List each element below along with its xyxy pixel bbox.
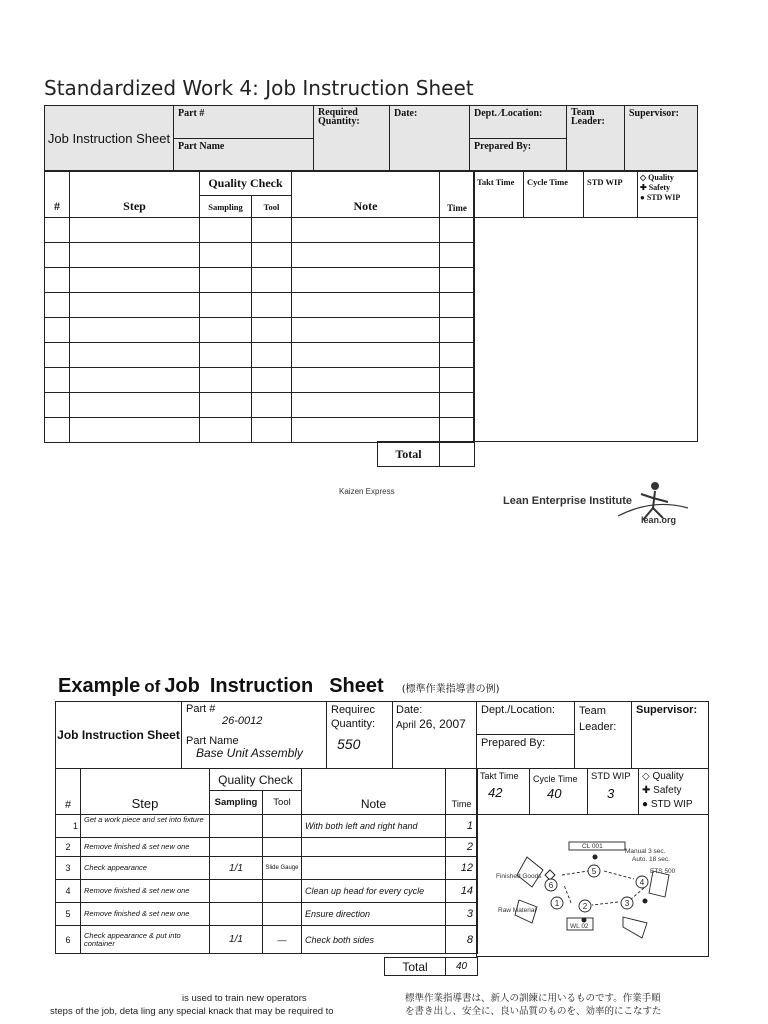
ex-total-value: 40 — [446, 958, 478, 976]
std-wip-dot-icon — [593, 855, 598, 860]
ex-date-value-a: April — [396, 720, 417, 731]
ex-part-no-label: Part # — [186, 703, 216, 715]
paragraph-jp-1: 標準作業指導書は、新人の訓練に用いるものです。作業手順 — [405, 993, 661, 1004]
ex-team-label: Team — [579, 705, 606, 717]
ex-date-value-b: 26, 2007 — [419, 717, 466, 731]
kaizen-express-label: Kaizen Express — [339, 487, 395, 496]
row-tool: — — [263, 926, 302, 954]
row-num: 3 — [56, 857, 81, 880]
logo-name: Lean Enterprise Institute — [503, 495, 632, 507]
row-sampling: 1/1 — [210, 926, 263, 954]
row-sampling — [210, 815, 263, 838]
row-note: Check both sides — [302, 926, 446, 954]
ex-required-label: Requirec — [331, 704, 376, 716]
finished-goods-label: Finished Goods — [496, 873, 542, 880]
cell-layout-diagram — [477, 815, 707, 955]
ex-col-note: Note — [302, 769, 446, 815]
table-row — [56, 857, 478, 880]
row-sampling: 1/1 — [210, 857, 263, 880]
ex-leader-label: Leader: — [579, 721, 617, 733]
row-tool: Slide Gauge — [263, 857, 302, 880]
ex-total-label: Total — [385, 958, 446, 976]
supervisor-label: Supervisor: — [629, 108, 679, 119]
ex-cycle-value: 40 — [547, 786, 562, 801]
table-row — [45, 318, 475, 343]
std-wip-dot-icon — [582, 918, 587, 923]
row-time: 2 — [446, 838, 478, 857]
ex-prepared-by-label: Prepared By: — [477, 735, 575, 769]
example-title-c: Job — [164, 675, 200, 697]
table-row — [56, 880, 478, 903]
total-value — [440, 442, 475, 467]
ex-col-tool: Tool — [263, 791, 302, 815]
row-note: Ensure direction — [302, 903, 446, 926]
col-time: Time — [440, 172, 475, 218]
steps-table — [44, 171, 475, 443]
row-note: Clean up head for every cycle — [302, 880, 446, 903]
ex-col-step: Step — [81, 769, 210, 815]
ex-part-name-value: Base Unit Assembly — [196, 745, 303, 760]
table-row — [45, 243, 475, 268]
logo-url: lean.org — [641, 515, 677, 525]
row-note — [302, 857, 446, 880]
col-sampling: Sampling — [200, 196, 252, 218]
legend-safety: ✚ Safety — [640, 183, 671, 192]
example-title-d: Instruction — [209, 675, 314, 697]
lean-logo — [503, 478, 693, 528]
table-row — [56, 903, 478, 926]
row-step: Remove finished & set new one — [81, 903, 210, 926]
total-label: Total — [378, 442, 440, 467]
table-row — [45, 418, 475, 443]
ex-quantity-value: 550 — [337, 736, 361, 752]
table-row — [56, 926, 478, 954]
row-num: 5 — [56, 903, 81, 926]
row-num: 6 — [56, 926, 81, 954]
layout-area — [474, 218, 698, 442]
row-step: Get a work piece and set into fixture — [81, 815, 210, 838]
paragraph-jp-2: を書き出し、安全に、良い品質のものを、効率的にこなすた — [405, 1006, 662, 1017]
row-time: 12 — [446, 857, 478, 880]
row-step: Remove finished & set new one — [81, 838, 210, 857]
ex-job-instruction-sheet: Job Instruction Sheet — [56, 702, 182, 769]
example-title-e: Sheet — [329, 675, 384, 697]
example-steps-table — [55, 768, 478, 954]
wl-label: WL 02 — [570, 923, 589, 930]
row-tool — [263, 880, 302, 903]
ex-date-label: Date: — [396, 704, 423, 716]
table-row — [45, 293, 475, 318]
ex-stdwip-label: STD WIP — [591, 771, 631, 782]
step-4-label: 4 — [639, 878, 645, 887]
table-row — [45, 368, 475, 393]
step-2-label: 2 — [582, 902, 588, 911]
ex-legend-quality: ◇ Quality — [642, 771, 684, 782]
row-num: 4 — [56, 880, 81, 903]
row-sampling — [210, 838, 263, 857]
ex-col-quality-check: Quality Check — [210, 769, 302, 791]
ex-col-num: # — [56, 769, 81, 815]
row-tool — [263, 815, 302, 838]
paragraph-left-1: is used to train new operators — [182, 993, 307, 1004]
row-step: Check appearance & put into container — [81, 926, 210, 954]
example-total-table — [384, 957, 478, 976]
ets-label: ETS 500 — [650, 868, 676, 875]
legend-quality: ◇ Quality — [640, 173, 674, 182]
page-title: Standardized Work 4: Job Instruction Sheet — [44, 76, 474, 100]
step-3-label: 3 — [624, 899, 630, 908]
example-title-jp: (標準作業指導書の例) — [401, 684, 500, 695]
manual-time-label: Manual 3 sec. — [625, 848, 666, 855]
station-shape — [623, 917, 647, 938]
part-no-label: Part # — [178, 108, 205, 119]
cycle-time-label: Cycle Time — [524, 172, 584, 218]
ex-dept-location-label: Dept./Location: — [477, 702, 575, 735]
layout-panel — [473, 171, 698, 442]
step-1-label: 1 — [554, 899, 560, 908]
col-quality-check: Quality Check — [200, 172, 292, 196]
col-note: Note — [292, 172, 440, 218]
table-row — [45, 343, 475, 368]
table-row — [56, 815, 478, 838]
ex-part-name-label: Part Name — [186, 734, 239, 747]
ex-stdwip-value: 3 — [607, 786, 615, 801]
date-label: Date: — [394, 108, 418, 119]
std-wip-dot-icon — [643, 899, 648, 904]
col-tool: Tool — [252, 196, 292, 218]
ex-cycle-label: Cycle Time — [533, 774, 578, 784]
ex-legend-stdwip: ● STD WIP — [642, 799, 693, 810]
finished-goods-rack-shape — [517, 857, 543, 887]
row-time: 14 — [446, 880, 478, 903]
example-header-table — [55, 701, 709, 769]
table-row — [45, 218, 475, 243]
table-row — [45, 268, 475, 293]
col-num: # — [45, 172, 70, 218]
row-note — [302, 838, 446, 857]
std-wip-label: STD WIP — [584, 172, 638, 218]
row-num: 2 — [56, 838, 81, 857]
takt-time-label: Takt Time — [474, 172, 524, 218]
example-title — [58, 675, 500, 698]
header-table — [44, 105, 698, 171]
row-note: With both left and right hand — [302, 815, 446, 838]
job-instruction-sheet-label: Job Instruction Sheet — [45, 106, 174, 171]
ex-quantity-label: Quantity: — [331, 718, 376, 730]
step-6-label: 6 — [548, 881, 554, 890]
row-time: 1 — [446, 815, 478, 838]
team-leader-label: Team Leader: — [571, 107, 605, 127]
legend — [638, 172, 698, 218]
col-step: Step — [70, 172, 200, 218]
quality-diamond-icon — [545, 870, 555, 880]
step-5-label: 5 — [591, 867, 597, 876]
ex-takt-value: 42 — [488, 785, 503, 800]
table-row — [45, 393, 475, 418]
prepared-by-label: Prepared By: — [474, 141, 532, 152]
required-quantity-label: Required Quantity: — [318, 107, 360, 127]
paragraph-left-2: steps of the job, deta ling any special knack that may be required to — [50, 1006, 334, 1017]
total-table — [377, 441, 475, 467]
auto-time-label: Auto. 18 sec. — [632, 856, 670, 863]
ex-col-time: Time — [446, 769, 478, 815]
example-title-b: of — [144, 677, 161, 696]
ex-legend-safety: ✚ Safety — [642, 785, 682, 796]
cl-label: CL 001 — [582, 843, 603, 850]
row-tool — [263, 903, 302, 926]
example-title-a: Example — [58, 675, 141, 697]
ex-col-sampling: Sampling — [210, 791, 263, 815]
row-step: Check appearance — [81, 857, 210, 880]
legend-stdwip: ● STD WIP — [640, 193, 681, 202]
row-time: 3 — [446, 903, 478, 926]
row-sampling — [210, 903, 263, 926]
raw-material-label: Raw Material — [498, 907, 536, 914]
row-num: 1 — [56, 815, 81, 838]
row-tool — [263, 838, 302, 857]
table-row — [56, 838, 478, 857]
dept-location-label: Dept. ∕Location: — [474, 108, 543, 119]
row-time: 8 — [446, 926, 478, 954]
ex-supervisor-label: Supervisor: — [632, 702, 709, 769]
row-step: Remove finished & set new one — [81, 880, 210, 903]
ex-part-no-value: 26-0012 — [222, 715, 263, 727]
ex-takt-label: Takt Time — [480, 771, 519, 781]
row-sampling — [210, 880, 263, 903]
part-name-label: Part Name — [178, 141, 225, 152]
